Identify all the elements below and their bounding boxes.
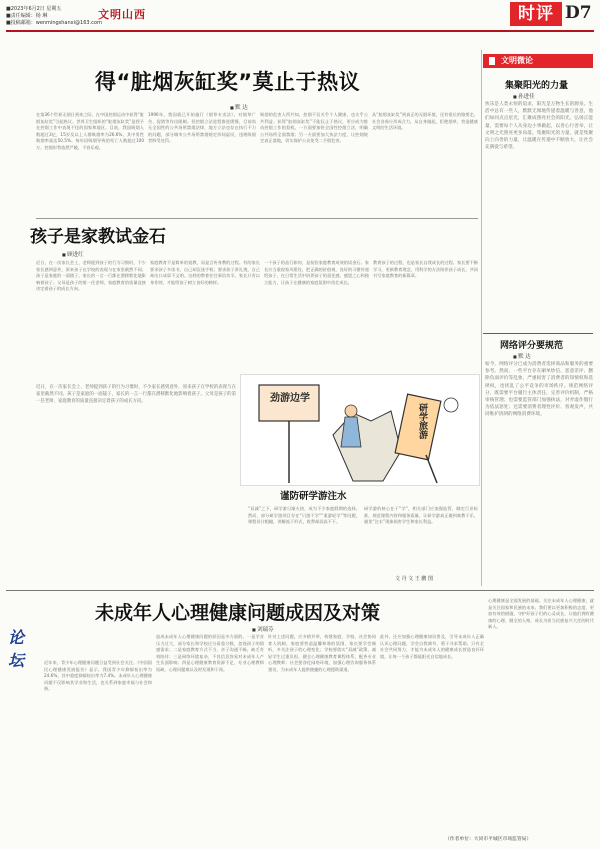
- article3-col-2: 造成未成年人心理健康问题的原因是多方面的。一是学业压力过大，部分家长和学校过分看重分数，忽视孩子的情感需求；二是家庭教育方式不当，亲子沟通不畅，缺乏有效陪伴；三是网络环境复杂，不良信息容易对未成年人产生负面影响；四是心理健康教育资源不足，专业心理教师短缺，心理问题难以及时发现和干预。: [156, 634, 264, 672]
- column-label: 文明微论: [501, 56, 533, 65]
- cartoon-drawing: [241, 375, 480, 486]
- page-number: D7: [565, 3, 592, 23]
- article3-headline: 未成年人心理健康问题成因及对策: [95, 602, 381, 624]
- column-item2-title: 网络评分要规范: [500, 341, 564, 351]
- cartoon-sign-right: 研学旅游: [417, 403, 427, 439]
- article3-col-1: 近年来，青少年心理健康问题日益受到社会关注。《中国国民心理健康发展报告》显示，我国青少年抑郁检出率为24.6%，其中重度抑郁检出率为7.4%。未成年人心理健康问题不仅影响其学业和生活，也关系到家庭幸福与社会和谐。: [44, 660, 152, 691]
- masthead-meta: [6, 6, 102, 27]
- article2-col-2: 家庭教育不是简单的说教，而是言传身教的过程。有的家长要求孩子多读书，自己却沉迷手机；要求孩子讲礼貌，自己却出口成章不文明。这样的教育往往事倍功半。家长只有以身作则，才能给孩子树立良好的榜样。: [150, 260, 260, 285]
- divider-2: [6, 590, 594, 591]
- column-item1-body: 快乐是人类永恒的追求，阳光是万物生长的源泉。生活中总有一些人，默默无闻地传递着温暖与善意，他们如同点点星光，汇聚成照亮社会的阳光。弘扬正能量，需要每个人从身边小事做起，以善心行善举，让文明之光照亮更多角落。集聚阳光的力量，就是集聚向上向善的力量，让温暖在传递中不断放大，让社会充满爱与希望。: [485, 102, 593, 151]
- cartoon-illustration: [240, 374, 480, 486]
- article2-continued: 近日，在一次家长会上，老师提到孩子的行为习惯时，不少家长感到意外，原来孩子在学校的表现与在家里截然不同。孩子是家庭的一面镜子，家长的一言一行都在潜移默化地影响着孩子。父母是孩子的第一任老师，家庭教育的质量直接决定着孩子的成长方向。: [36, 385, 236, 404]
- divider-1: [36, 218, 478, 219]
- article1-col-2: 1996年，我国就已开始施行《烟草专卖法》，对烟草广告、促销等作出限制。但控烟立法进程推进缓慢，目前尚无全国性的公共场所禁烟法律，地方立法也存在执行不力的问题，部分城市公共场所禁烟规定形同虚设，违规吸烟者鲜受处罚。: [148, 112, 256, 143]
- figure-body: [341, 417, 361, 447]
- article1-col-1: 在第36个世界无烟日到来之际，在中国控烟运动中获得“脏烟灰缸奖”引起热议。世界卫生组织的“脏烟灰缸奖”是授予在控烟工作中表现不佳的国家和地区。目前，我国吸烟人数超过3亿，15岁及以上人群吸烟率为26.6%，其中男性吸烟率高达50.5%。每年因吸烟导致的死亡人数超过100万。控烟形势依然严峻，不容乐观。: [36, 112, 144, 150]
- section-label: 时评: [510, 2, 562, 26]
- cartoon-text-2: 研学游的核心在于“学”，相关部门应加强监管，制定行业标准，规范课程内容和服务质量，让研学游真正做到寓教于乐，避免“注水”现象损害学生和家长利益。: [364, 506, 478, 524]
- article3-col-5: 心理健康是全面发展的基础。关注未成年人心理健康，就是关注国家和民族的未来。我们要以更加积极的态度、更加有效的措施，守护好孩子们的心灵成长，让他们拥有健康的心理、健全的人格，成长为担当民族复兴大任的时代新人。: [488, 598, 594, 629]
- column-item1-title: 集聚阳光的力量: [505, 81, 569, 91]
- forum-logo: 论坛: [8, 628, 25, 670]
- article2-headline: 孩子是家教试金石: [30, 227, 166, 247]
- article1-headline: 得“脏烟灰缸奖”莫止于热议: [95, 70, 361, 94]
- column-item2-body: 如今，网络评分已成为消费者选择商品和服务的重要参考。然而，一些平台存在刷单炒信、恶意差评、删除负面评价等乱象，严重损害了消费者的知情权和选择权，也扰乱了公平竞争的市场秩序。规范网络评分，既需要平台履行主体责任，完善评价机制，严格审核管理；也需要监管部门加强执法，对弄虚作假行为依法惩处；还需要消费者理性评价、客观发声，共同维护清朗的网络消费环境。: [485, 362, 593, 418]
- column-marker-icon: [489, 57, 495, 65]
- article2-col-4: 教育孩子的过程，也是家长自我成长的过程。家长要不断学习，更新教育理念，用科学的方法陪伴孩子成长，共同书写家庭教育的新篇章。: [373, 260, 478, 278]
- submission-email: ■投稿邮箱：wenmingshanxi@163.com: [6, 20, 102, 26]
- cartoon-credit: 文 丹 文 王 鹏 图: [395, 576, 433, 582]
- figure-head: [345, 405, 357, 417]
- column-item2-author: ■ 默 达: [513, 352, 531, 360]
- author-affiliation: （作者单位：大同市平城区市场监管局）: [445, 837, 532, 842]
- issue-date: ■2023年6月2日 星期五: [6, 6, 62, 12]
- article1-author: ■ 默 达: [230, 103, 248, 111]
- cartoon-text-1: “双减”之下，研学游日渐火热，成为不少家庭假期的选择。然而，部分研学游项目存在“只游不学”“重游轻学”等问题，课程设计粗糙，讲解流于形式，收费却居高不下。: [248, 506, 360, 524]
- column-divider: [483, 333, 593, 334]
- article2-col-3: 一个孩子的品行如何，是检验家庭教育成效的试金石。家长应当重视家风建设，把正确的价值观、良好的习惯传递给孩子，在日常生活中培养孩子的责任感、感恩之心和独立能力，让孩子在健康的家庭氛围中茁壮成长。: [264, 260, 369, 285]
- article3-col-4: 此外，还应加强心理健康知识普及，引导未成年人正确认识心理问题，学会自我调节，勇于寻求帮助。只有全社会共同努力，才能为未成年人的健康成长营造良好环境，让每一个孩子都能阳光自信地成长。: [380, 634, 484, 659]
- article1-col-4: 从“脏烟灰缸奖”到真正的无烟环境，还有很长的路要走。社会各界应形成合力，从自身做起，拒绝烟草，营造健康文明的生活环境。: [372, 112, 478, 130]
- cloud-shape: [444, 398, 458, 412]
- article1-col-3: 吸烟的危害人所共知，控烟不仅关乎个人健康，也关乎公共利益。获得“脏烟灰缸奖”不能仅止于热议，更应成为推动控烟工作的契机。一方面要加快全国性控烟立法，明确公共场所全面禁烟；另一方面要加大执法力度，让控烟规定真正落地，切实保护公众免受二手烟危害。: [260, 112, 368, 143]
- cartoon-sign-left: 劲游边学: [270, 393, 310, 404]
- article3-author: ■ 刘瑞芬: [252, 625, 274, 633]
- column-vertical-rule: [481, 50, 482, 586]
- column-header: [483, 54, 593, 68]
- header-rule: [6, 30, 594, 32]
- cartoon-caption: 谨防研学游注水: [280, 491, 347, 502]
- sign-right-pole: [426, 455, 437, 483]
- column-item1-author: ■ 孙进佳: [513, 92, 535, 100]
- article3-col-3: 针对上述问题，应多措并举，构建家庭、学校、社会协同育人机制。家庭要营造温馨和谐的氛围，家长要学会倾听，多关注孩子的心理变化；学校要落实“双减”政策，减轻学生过重负担，健全心理健康教育课程体系，配齐专业心理教师；社会要净化网络环境，加强心理咨询服务体系建设，为未成年人提供便捷的心理援助渠道。: [268, 634, 376, 672]
- editor-credit: ■责任编辑：杨 琳: [6, 13, 48, 19]
- article2-col-1: 近日，在一次家长会上，老师提到孩子的行为习惯时，不少家长感到意外，原来孩子在学校的表现与在家里截然不同。孩子是家庭的一面镜子，家长的一言一行都在潜移默化地影响着孩子。父母是孩子的第一任老师，家庭教育的质量直接决定着孩子的成长方向。: [36, 260, 146, 291]
- article2-author: ■ 顾进红: [62, 250, 84, 258]
- brand-logo: 文明山西: [98, 8, 146, 21]
